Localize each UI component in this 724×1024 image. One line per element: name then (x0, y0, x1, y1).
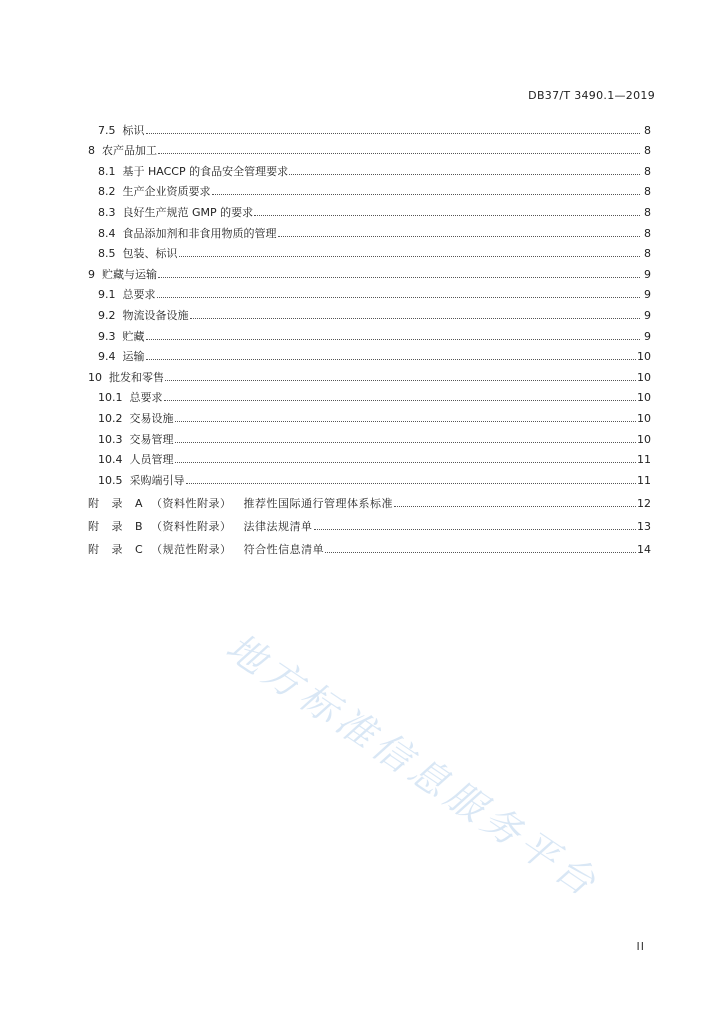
toc-entry-page: 9 (644, 288, 651, 302)
toc-entry[interactable] (88, 343, 651, 364)
toc-entry-title: 10 批发和零售 (88, 370, 164, 384)
toc-dot-leader (164, 399, 637, 401)
toc-entry-title: 8.5 包装、标识 (98, 247, 178, 261)
toc-entry-title: 8.2 生产企业资质要求 (98, 185, 211, 199)
toc-dot-leader (186, 482, 637, 484)
watermark: 地方标准信息服务平台 (218, 624, 608, 908)
toc-entry-title: 8.1 基于 HACCP 的食品安全管理要求 (98, 164, 289, 178)
toc-entry-page: 8 (644, 247, 651, 261)
toc-entry[interactable] (88, 446, 651, 467)
toc-dot-leader (394, 505, 636, 507)
toc-dot-leader (146, 338, 641, 340)
toc-entry[interactable] (88, 219, 651, 240)
toc-entry-page: 10 (637, 391, 651, 405)
toc-dot-leader (146, 132, 641, 134)
toc-entry[interactable] (88, 178, 651, 199)
toc-entry-page: 8 (644, 205, 651, 219)
toc-dot-leader (179, 255, 641, 257)
toc-entry[interactable] (88, 533, 651, 556)
toc-entry-page: 13 (637, 519, 651, 533)
toc-dot-leader (289, 173, 640, 175)
toc-dot-leader (175, 441, 637, 443)
toc-entry-title: 10.4 人员管理 (98, 453, 174, 467)
toc-entry[interactable] (88, 137, 651, 158)
toc-entry[interactable] (88, 384, 651, 405)
document-id-header: DB37/T 3490.1—2019 (528, 89, 655, 102)
toc-entry-title: 附 录 B （资料性附录） 法律法规清单 (88, 519, 313, 533)
toc-dot-leader (190, 317, 641, 319)
toc-entry-title: 8.4 食品添加剂和非食用物质的管理 (98, 226, 277, 240)
toc-dot-leader (158, 152, 640, 154)
toc-entry[interactable] (88, 281, 651, 302)
toc-entry-page: 8 (644, 226, 651, 240)
toc-dot-leader (158, 276, 640, 278)
toc-entry-page: 9 (644, 267, 651, 281)
toc-dot-leader (325, 551, 636, 553)
table-of-contents (88, 116, 651, 556)
toc-dot-leader (165, 379, 636, 381)
toc-entry[interactable] (88, 510, 651, 533)
toc-dot-leader (254, 214, 640, 216)
toc-entry[interactable] (88, 116, 651, 137)
toc-entry-page: 14 (637, 542, 651, 556)
toc-dot-leader (175, 461, 637, 463)
toc-dot-leader (175, 420, 637, 422)
toc-entry-title: 8 农产品加工 (88, 144, 157, 158)
toc-entry-title: 8.3 良好生产规范 GMP 的要求 (98, 205, 254, 219)
toc-entry-page: 9 (644, 308, 651, 322)
toc-entry-page: 8 (644, 123, 651, 137)
toc-entry-page: 10 (637, 411, 651, 425)
toc-entry-title: 9.2 物流设备设施 (98, 308, 189, 322)
toc-dot-leader (314, 528, 636, 530)
toc-entry-title: 10.5 采购端引导 (98, 473, 185, 487)
toc-entry-page: 10 (637, 432, 651, 446)
toc-entry-page: 9 (644, 329, 651, 343)
toc-entry-title: 9.4 运输 (98, 350, 145, 364)
toc-dot-leader (146, 358, 637, 360)
toc-entry[interactable] (88, 198, 651, 219)
toc-entry-page: 8 (644, 144, 651, 158)
toc-entry-title: 10.2 交易设施 (98, 411, 174, 425)
toc-entry-page: 12 (637, 496, 651, 510)
toc-entry-page: 11 (637, 453, 651, 467)
toc-entry[interactable] (88, 301, 651, 322)
toc-entry-page: 8 (644, 164, 651, 178)
toc-entry-title: 9 贮藏与运输 (88, 267, 157, 281)
toc-entry-page: 10 (637, 350, 651, 364)
toc-dot-leader (157, 296, 641, 298)
toc-entry[interactable] (88, 466, 651, 487)
toc-dot-leader (278, 235, 641, 237)
toc-entry[interactable] (88, 157, 651, 178)
toc-entry[interactable] (88, 487, 651, 510)
toc-entry-title: 9.1 总要求 (98, 288, 156, 302)
toc-entry-title: 10.3 交易管理 (98, 432, 174, 446)
toc-entry-title: 附 录 A （资料性附录） 推荐性国际通行管理体系标准 (88, 496, 393, 510)
toc-entry-page: 11 (637, 473, 651, 487)
toc-entry[interactable] (88, 260, 651, 281)
toc-entry[interactable] (88, 363, 651, 384)
toc-entry[interactable] (88, 425, 651, 446)
toc-entry-title: 附 录 C （规范性附录） 符合性信息清单 (88, 542, 325, 556)
toc-entry-page: 10 (637, 370, 651, 384)
toc-entry[interactable] (88, 404, 651, 425)
toc-dot-leader (212, 193, 641, 195)
toc-entry-page: 8 (644, 185, 651, 199)
toc-entry-title: 7.5 标识 (98, 123, 145, 137)
toc-entry[interactable] (88, 322, 651, 343)
toc-entry[interactable] (88, 240, 651, 261)
toc-entry-title: 10.1 总要求 (98, 391, 163, 405)
toc-entry-title: 9.3 贮藏 (98, 329, 145, 343)
page-number: II (636, 940, 645, 953)
